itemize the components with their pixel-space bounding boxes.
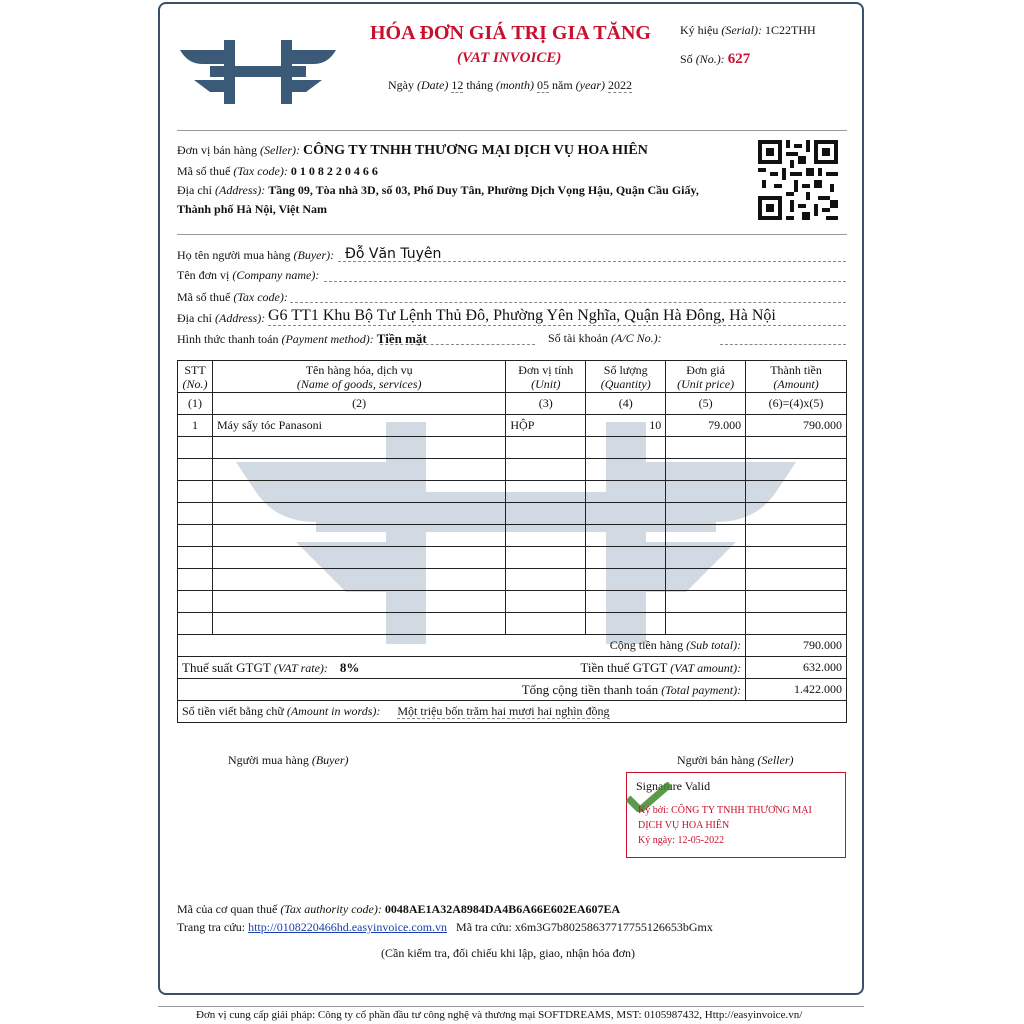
seller-address: Địa chỉ (Address): Tầng 09, Tòa nhà 3D, số 03, Phố Duy Tân, Phường Dịch Vọng Hậu, Quận Cầu Giấy, <box>177 183 699 197</box>
vat-amount-label: Tiền thuế GTGT (VAT amount): <box>506 657 746 679</box>
buyer-name-label: Họ tên người mua hàng (Buyer): <box>177 248 335 262</box>
empty-cell <box>178 525 213 547</box>
empty-cell <box>506 459 586 481</box>
header-unit-price: Đơn giá (Unit price) <box>666 361 746 393</box>
payment-method: Hình thức thanh toán (Payment method): Tiền mặt <box>177 331 427 346</box>
code-cell: (2) <box>212 393 505 415</box>
empty-cell <box>586 481 666 503</box>
code-cell: (3) <box>506 393 586 415</box>
total-value: 1.422.000 <box>746 679 847 701</box>
empty-cell <box>506 525 586 547</box>
vat-amount-value: 632.000 <box>746 657 847 679</box>
seller-signature-label: Người bán hàng (Seller) <box>677 753 794 767</box>
empty-cell <box>746 547 847 569</box>
account-number-label: Số tài khoản (A/C No.): <box>548 331 662 345</box>
empty-cell <box>746 525 847 547</box>
row-amount: 790.000 <box>746 415 847 437</box>
empty-cell <box>212 437 505 459</box>
empty-cell <box>178 437 213 459</box>
table-row-empty <box>178 503 847 525</box>
subtotal-label: Cộng tiền hàng (Sub total): <box>178 635 746 657</box>
buyer-address: G6 TT1 Khu Bộ Tư Lệnh Thủ Đô, Phường Yên Nghĩa, Quận Hà Đông, Hà Nội <box>268 307 776 324</box>
empty-cell <box>666 569 746 591</box>
row-quantity: 10 <box>586 415 666 437</box>
table-row-empty <box>178 591 847 613</box>
qr-code-icon <box>758 140 838 220</box>
empty-cell <box>586 547 666 569</box>
seller-address-line2: Thành phố Hà Nội, Việt Nam <box>177 202 328 216</box>
tax-authority-code: Mã của cơ quan thuế (Tax authority code): 0048AE1A32A8984DA4B6A66E602EA607EA <box>177 902 621 916</box>
signed-date: Ký ngày: 12-05-2022 <box>638 835 725 846</box>
row-unit: HỘP <box>506 415 586 437</box>
table-row-empty <box>178 525 847 547</box>
empty-cell <box>666 437 746 459</box>
serial-field: Ký hiệu (Serial): 1C22THH <box>680 23 816 37</box>
buyer-signature-label: Người mua hàng (Buyer) <box>228 753 349 767</box>
empty-cell <box>746 437 847 459</box>
empty-cell <box>586 437 666 459</box>
row-no: 1 <box>178 415 213 437</box>
empty-cell <box>586 459 666 481</box>
table-row <box>178 415 847 437</box>
empty-cell <box>212 481 505 503</box>
empty-cell <box>178 459 213 481</box>
empty-cell <box>746 613 847 635</box>
empty-cell <box>178 591 213 613</box>
company-name-label: Tên đơn vị (Company name): <box>177 268 320 282</box>
empty-cell <box>212 503 505 525</box>
table-header-row <box>178 361 847 393</box>
code-cell: (5) <box>666 393 746 415</box>
signed-by-line2: DỊCH VỤ HOA HIÊN <box>638 820 730 831</box>
invoice-subtitle: (VAT INVOICE) <box>457 50 562 66</box>
empty-cell <box>746 503 847 525</box>
empty-cell <box>586 613 666 635</box>
empty-cell <box>746 569 847 591</box>
table-row-empty <box>178 547 847 569</box>
empty-cell <box>666 525 746 547</box>
empty-cell <box>178 569 213 591</box>
empty-cell <box>746 459 847 481</box>
empty-cell <box>746 481 847 503</box>
empty-cell <box>666 547 746 569</box>
empty-cell <box>666 503 746 525</box>
vat-rate: Thuế suất GTGT (VAT rate): 8% <box>178 657 506 679</box>
header-amount: Thành tiền (Amount) <box>746 361 847 393</box>
verification-note: (Cần kiểm tra, đối chiếu khi lập, giao, nhận hóa đơn) <box>381 946 635 960</box>
header-quantity: Số lượng (Quantity) <box>586 361 666 393</box>
empty-cell <box>212 459 505 481</box>
seller-tax-code: Mã số thuế (Tax code): 0 1 0 8 2 2 0 4 6 6 <box>177 164 378 178</box>
buyer-tax-code-label: Mã số thuế (Tax code): <box>177 290 288 304</box>
empty-cell <box>506 569 586 591</box>
empty-cell <box>506 591 586 613</box>
empty-cell <box>178 547 213 569</box>
row-unit-price: 79.000 <box>666 415 746 437</box>
empty-cell <box>506 437 586 459</box>
empty-cell <box>586 503 666 525</box>
empty-cell <box>506 481 586 503</box>
amount-in-words: Số tiền viết bằng chữ (Amount in words): Một triệu bốn trăm hai mươi hai nghìn đồng <box>178 701 847 723</box>
total-row <box>178 679 847 701</box>
empty-cell <box>212 569 505 591</box>
empty-cell <box>212 547 505 569</box>
number-field: Số (No.): 627 <box>680 51 751 67</box>
seller-name: Đơn vị bán hàng (Seller): CÔNG TY TNHH THƯƠNG MẠI DỊCH VỤ HOA HIÊN <box>177 143 648 158</box>
table-row-empty <box>178 613 847 635</box>
empty-cell <box>586 525 666 547</box>
empty-cell <box>586 569 666 591</box>
header-no: STT (No.) <box>178 361 213 393</box>
header-unit: Đơn vị tính (Unit) <box>506 361 586 393</box>
lookup-site: Trang tra cứu: http://0108220466hd.easyinvoice.com.vn Mã tra cứu: x6m3G7b80258637717755126653bGmx <box>177 920 713 934</box>
total-label: Tổng cộng tiền thanh toán (Total payment): <box>178 679 746 701</box>
empty-cell <box>586 591 666 613</box>
subtotal-value: 790.000 <box>746 635 847 657</box>
footer-provider: Đơn vị cung cấp giải pháp: Công ty cổ phần đầu tư công nghệ và thương mại SOFTDREAMS, MST: 0105987432, Http://easyinvoice.vn/ <box>196 1009 803 1021</box>
invoice-title: HÓA ĐƠN GIÁ TRỊ GIA TĂNG <box>370 22 651 44</box>
empty-cell <box>506 503 586 525</box>
row-name: Máy sấy tóc Panasoni <box>212 415 505 437</box>
table-row-empty <box>178 437 847 459</box>
empty-cell <box>178 613 213 635</box>
signed-by-line1: Ký bởi: CÔNG TY TNHH THƯƠNG MẠI <box>638 805 812 816</box>
company-logo-icon <box>180 40 336 104</box>
subtotal-row <box>178 635 847 657</box>
empty-cell <box>212 525 505 547</box>
table-row-empty <box>178 569 847 591</box>
items-table <box>177 360 847 723</box>
table-row-empty <box>178 481 847 503</box>
empty-cell <box>506 613 586 635</box>
code-cell: (6)=(4)x(5) <box>746 393 847 415</box>
table-row-empty <box>178 459 847 481</box>
empty-cell <box>506 547 586 569</box>
table-code-row <box>178 393 847 415</box>
empty-cell <box>666 591 746 613</box>
empty-cell <box>178 481 213 503</box>
empty-cell <box>666 481 746 503</box>
header-name: Tên hàng hóa, dịch vụ (Name of goods, services) <box>212 361 505 393</box>
invoice-date: Ngày (Date) 12 tháng (month) 05 năm (year) 2022 <box>388 78 632 92</box>
buyer-name: Đỗ Văn Tuyên <box>345 246 442 262</box>
vat-row <box>178 657 847 679</box>
empty-cell <box>666 459 746 481</box>
empty-cell <box>666 613 746 635</box>
amount-words-row <box>178 701 847 723</box>
code-cell: (1) <box>178 393 213 415</box>
empty-cell <box>178 503 213 525</box>
lookup-site-link[interactable]: http://0108220466hd.easyinvoice.com.vn <box>248 920 448 934</box>
empty-cell <box>212 613 505 635</box>
signature-valid: Signature Valid <box>636 779 711 793</box>
empty-cell <box>212 591 505 613</box>
buyer-address-label: Địa chỉ (Address): <box>177 311 266 325</box>
code-cell: (4) <box>586 393 666 415</box>
empty-cell <box>746 591 847 613</box>
